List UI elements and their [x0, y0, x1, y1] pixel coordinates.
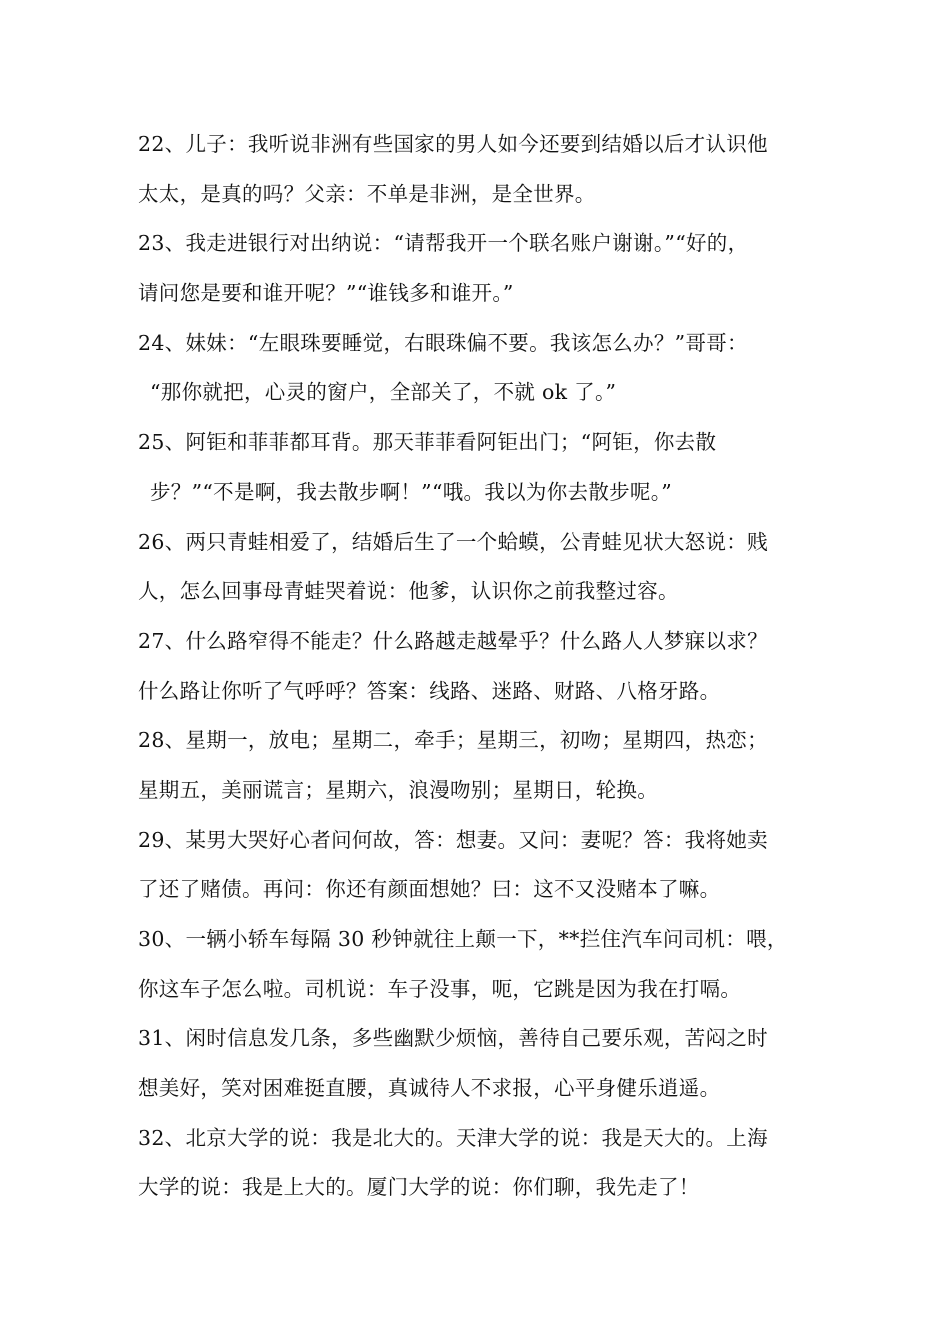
text-line: 了还了赌债。再问：你还有颜面想她？曰：这不又没赌本了嘛。 [138, 877, 721, 902]
text-line: 人，怎么回事母青蛙哭着说：他爹，认识你之前我整过容。 [138, 579, 679, 604]
text-line: 31、闲时信息发几条，多些幽默少烦恼，善待自己要乐观，苦闷之时 [138, 1026, 768, 1051]
text-line: 你这车子怎么啦。司机说：车子没事，呃，它跳是因为我在打嗝。 [138, 976, 742, 1001]
text-line: 29、某男大哭好心者问何故，答：想妻。又问：妻呢？答：我将她卖 [138, 827, 768, 852]
text-line: 大学的说：我是上大的。厦门大学的说：你们聊，我先走了！ [138, 1175, 700, 1200]
text-line: 27、什么路窄得不能走？什么路越走越晕乎？什么路人人梦寐以求？ [138, 628, 768, 653]
text-line: 32、北京大学的说：我是北大的。天津大学的说：我是天大的。上海 [138, 1125, 768, 1150]
text-line: 想美好，笑对困难挺直腰，真诚待人不求报，心平身健乐逍遥。 [138, 1076, 721, 1101]
text-line: 步？”“不是啊，我去散步啊！”“哦。我以为你去散步呢。” [150, 479, 673, 504]
text-line: 星期五，美丽谎言；星期六，浪漫吻别；星期日，轮换。 [138, 777, 658, 802]
document-body [138, 120, 838, 1213]
text-line: 24、妹妹：“左眼珠要睡觉，右眼珠偏不要。我该怎么办？”哥哥： [138, 330, 748, 355]
text-line: 22、儿子：我听说非洲有些国家的男人如今还要到结婚以后才认识他 [138, 132, 768, 156]
text-line: 28、星期一，放电；星期二，牵手；星期三，初吻；星期四，热恋； [138, 728, 768, 753]
text-line: 请问您是要和谁开呢？”“谁钱多和谁开。” [138, 281, 514, 306]
text-line: “那你就把，心灵的窗户，全部关了，不就 ok 了。” [150, 380, 617, 405]
text-line: 30、一辆小轿车每隔 30 秒钟就往上颠一下，**拦住汽车问司机：喂， [138, 927, 788, 951]
text-line: 什么路让你听了气呼呼？答案：线路、迷路、财路、八格牙路。 [138, 678, 721, 703]
text-line: 太太，是真的吗？父亲：不单是非洲，是全世界。 [138, 181, 596, 206]
text-line: 25、阿钜和菲菲都耳背。那天菲菲看阿钜出门；“阿钜，你去散 [138, 430, 717, 455]
text-line: 23、我走进银行对出纳说：“请帮我开一个联名账户谢谢。”“好的， [138, 231, 749, 256]
text-line: 26、两只青蛙相爱了，结婚后生了一个蛤蟆，公青蛙见状大怒说：贱 [138, 529, 768, 554]
